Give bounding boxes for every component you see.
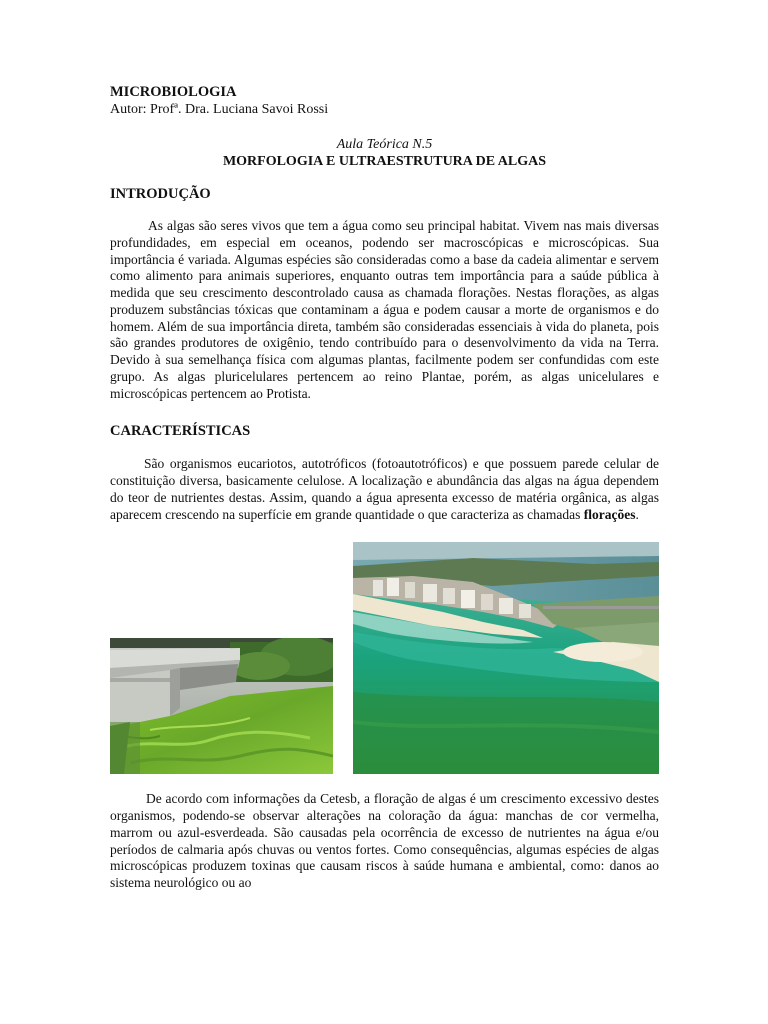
bridge-algae-photo [110, 638, 333, 774]
floracoes-term: florações [583, 506, 636, 522]
characteristics-heading: CARACTERÍSTICAS [110, 423, 251, 440]
lesson-label: Aula Teórica N.5 [336, 137, 433, 152]
figures-row [110, 542, 659, 774]
course-title: MICROBIOLOGIA [110, 84, 237, 100]
intro-heading: INTRODUÇÃO [110, 186, 211, 202]
document-title: MORFOLOGIA E ULTRAESTRUTURA DE ALGAS [222, 154, 547, 169]
coastal-aerial-photo [353, 542, 659, 774]
characteristics-end: . [635, 506, 639, 522]
characteristics-paragraph [110, 456, 659, 523]
intro-paragraph: As algas são seres vivos que tem a água como seu principal habitat. Vivem nas mais diversas profundidades, em especial em oceanos, podendo ser macroscópicas e microscópicas. Sua importância é variada. Algumas espécies são consideradas como a base da cadeia alimentar e servem como alimento para animais superiores, enquanto outras tem importância para a saúde pública à medida que seu crescimento descontrolado causa as chamada florações. Nestas florações, as algas produzem substâncias tóxicas que contaminam a água e podem causar a morte de organismos e do homem. Além de sua importância direta, também são consideradas essenciais à vida do planeta, pois são grandes produtores de oxigênio, tendo contribuído para o desenvolvimento da vida na Terra. Devido à sua semelhança física com algumas plantas, facilmente podem ser confundidas com este grupo. As algas pluricelulares pertencem ao reino Plantae, porém, as algas unicelulares e microscópicas pertencem ao Protista. [110, 218, 659, 401]
characteristics-text: São organismos eucariotos, autotróficos (fotoautotróficos) e que possuem parede celular de constituição diversa, basicamente celulose. A localização e abundância das algas na água dependem do teor de nutrientes destas. Assim, quando a água apresenta excesso de matéria orgânica, as algas aparecem crescendo na superfície em grande quantidade o que caracteriza as chamadas [110, 456, 659, 522]
cetesb-paragraph: De acordo com informações da Cetesb, a floração de algas é um crescimento excessivo destes organismos, podendo-se observar alterações na coloração da água: manchas de cor vermelha, marrom ou azul-esverdeada. São causadas pela ocorrência de excesso de nutrientes na água e/ou períodos de calmaria após chuvas ou ventos fortes. Como consequências, algumas espécies de algas microscópicas produzem toxinas que causam riscos à saúde humana e ambiental, como: danos ao sistema neurológico ou ao [110, 791, 659, 890]
document-page [110, 84, 659, 892]
author-line: Autor: Profª. Dra. Luciana Savoi Rossi [110, 102, 329, 117]
